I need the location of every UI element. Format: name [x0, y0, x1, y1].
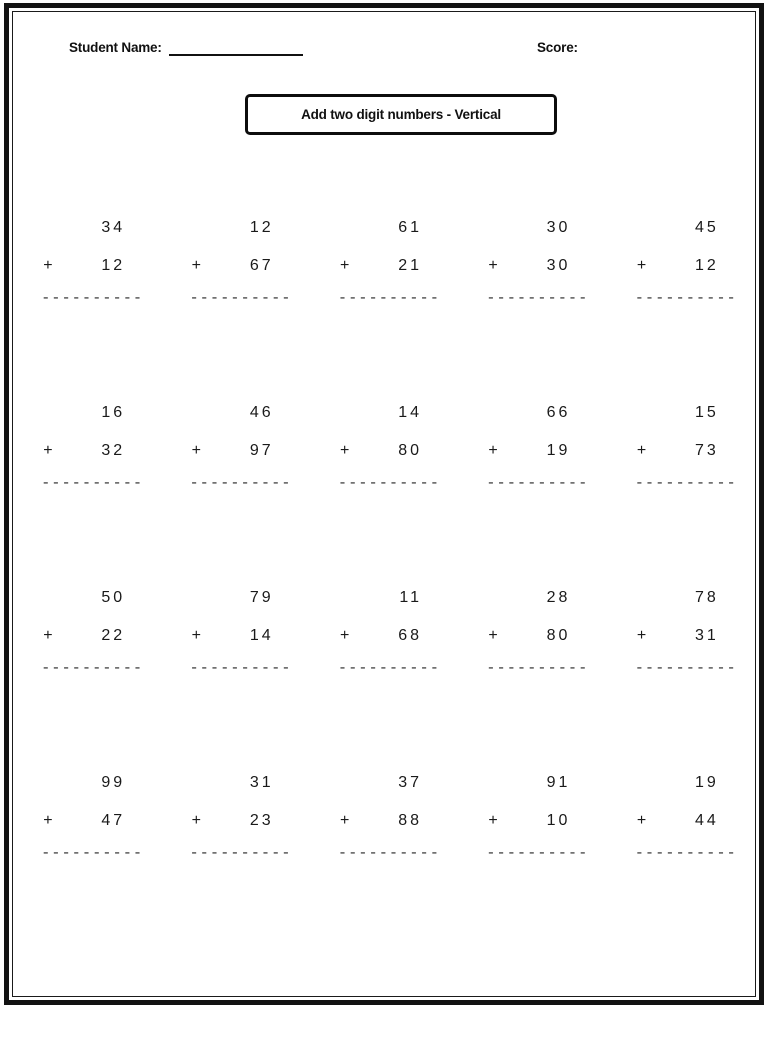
operand-bottom-line — [338, 810, 430, 832]
addition-problem — [486, 402, 589, 492]
addition-problem — [189, 402, 292, 492]
operand-bottom-line — [635, 810, 727, 832]
operand-bottom: 21 — [398, 257, 423, 274]
operand-bottom: 44 — [695, 812, 719, 829]
operand-top: 91 — [546, 774, 571, 791]
answer-line[interactable]: ---------- — [41, 660, 144, 677]
addition-problem — [189, 772, 292, 862]
plus-icon: + — [191, 627, 201, 644]
plus-icon: + — [340, 257, 350, 274]
operand-bottom: 22 — [101, 627, 126, 644]
addition-problem — [634, 217, 737, 307]
page-inner-border — [12, 11, 756, 997]
operand-top: 12 — [249, 219, 274, 236]
operand-bottom: 97 — [249, 442, 274, 459]
problem-row — [13, 587, 755, 772]
answer-line[interactable]: ---------- — [189, 290, 292, 307]
answer-line[interactable]: ---------- — [189, 845, 292, 862]
problem-cell — [161, 217, 309, 402]
answer-line[interactable]: ---------- — [338, 660, 441, 677]
problem-cell — [607, 402, 755, 587]
operand-top: 50 — [101, 589, 126, 606]
score-label: Score: — [537, 40, 578, 55]
operand-top: 46 — [249, 404, 274, 421]
problem-cell — [607, 772, 755, 957]
operand-bottom: 67 — [249, 257, 274, 274]
answer-line[interactable]: ---------- — [189, 475, 292, 492]
problem-cell — [458, 772, 606, 957]
student-name-label: Student Name: — [69, 40, 162, 55]
page-content — [13, 12, 755, 996]
addition-problem — [41, 217, 144, 307]
problem-cell — [607, 587, 755, 772]
problem-row — [13, 217, 755, 402]
operand-bottom: 10 — [546, 812, 571, 829]
plus-icon: + — [191, 812, 201, 829]
problem-cell — [607, 217, 755, 402]
problem-cell — [310, 402, 458, 587]
plus-icon: + — [43, 627, 53, 644]
worksheet-header — [13, 40, 755, 66]
operand-top: 99 — [101, 774, 126, 791]
operand-bottom: 80 — [546, 627, 571, 644]
answer-line[interactable]: ---------- — [634, 845, 737, 862]
operand-bottom: 14 — [249, 627, 274, 644]
answer-line[interactable]: ---------- — [486, 845, 589, 862]
problem-cell — [458, 587, 606, 772]
operand-bottom-line — [486, 255, 578, 277]
worksheet-title: Add two digit numbers - Vertical — [301, 107, 501, 122]
plus-icon: + — [488, 257, 498, 274]
addition-problem — [338, 772, 441, 862]
operand-bottom: 19 — [546, 442, 571, 459]
answer-line[interactable]: ---------- — [41, 845, 144, 862]
problem-cell — [161, 587, 309, 772]
problem-cell — [13, 772, 161, 957]
plus-icon: + — [636, 257, 647, 274]
plus-icon: + — [340, 442, 350, 459]
answer-line[interactable]: ---------- — [41, 290, 144, 307]
student-name-input[interactable] — [169, 43, 303, 56]
operand-top: 16 — [101, 404, 126, 421]
addition-problem — [189, 217, 292, 307]
operand-bottom: 31 — [695, 627, 719, 644]
worksheet-page — [4, 3, 764, 1005]
answer-line[interactable]: ---------- — [338, 290, 441, 307]
operand-top: 19 — [695, 774, 719, 791]
worksheet-title-box — [245, 94, 557, 135]
problem-grid — [13, 217, 755, 957]
operand-bottom: 32 — [101, 442, 126, 459]
problem-cell — [161, 772, 309, 957]
problem-cell — [458, 217, 606, 402]
operand-bottom-line — [41, 810, 133, 832]
operand-bottom-line — [190, 625, 282, 647]
operand-bottom: 47 — [101, 812, 126, 829]
answer-line[interactable]: ---------- — [41, 475, 144, 492]
operand-top: 37 — [398, 774, 423, 791]
plus-icon: + — [488, 442, 498, 459]
operand-top: 61 — [398, 219, 423, 236]
problem-cell — [310, 587, 458, 772]
operand-top: 78 — [695, 589, 719, 606]
problem-row — [13, 402, 755, 587]
operand-bottom: 80 — [398, 442, 423, 459]
operand-bottom-line — [486, 440, 578, 462]
operand-bottom-line — [338, 625, 430, 647]
plus-icon: + — [340, 812, 350, 829]
operand-bottom: 12 — [695, 257, 719, 274]
operand-bottom: 73 — [695, 442, 719, 459]
score-field[interactable] — [537, 40, 585, 56]
operand-bottom-line — [190, 255, 282, 277]
operand-bottom-line — [41, 255, 133, 277]
operand-bottom-line — [338, 440, 430, 462]
operand-bottom-line — [41, 625, 133, 647]
operand-bottom-line — [190, 440, 282, 462]
addition-problem — [41, 402, 144, 492]
problem-cell — [310, 772, 458, 957]
operand-top: 66 — [546, 404, 571, 421]
addition-problem — [41, 772, 144, 862]
operand-bottom-line — [635, 625, 727, 647]
plus-icon: + — [191, 442, 201, 459]
operand-top: 28 — [546, 589, 571, 606]
addition-problem — [338, 402, 441, 492]
operand-top: 15 — [695, 404, 719, 421]
answer-line[interactable]: ---------- — [189, 660, 292, 677]
plus-icon: + — [340, 627, 350, 644]
operand-bottom-line — [486, 625, 578, 647]
operand-bottom-line — [635, 255, 727, 277]
plus-icon: + — [636, 442, 647, 459]
answer-line[interactable]: ---------- — [634, 660, 737, 677]
operand-bottom: 88 — [398, 812, 423, 829]
problem-cell — [310, 217, 458, 402]
operand-bottom-line — [190, 810, 282, 832]
answer-line[interactable]: ---------- — [338, 475, 441, 492]
operand-bottom: 23 — [249, 812, 274, 829]
addition-problem — [189, 587, 292, 677]
answer-line[interactable]: ---------- — [338, 845, 441, 862]
plus-icon: + — [191, 257, 201, 274]
addition-problem — [634, 587, 737, 677]
plus-icon: + — [488, 627, 498, 644]
plus-icon: + — [488, 812, 498, 829]
operand-bottom-line — [41, 440, 133, 462]
addition-problem — [486, 587, 589, 677]
operand-top: 11 — [399, 589, 423, 606]
problem-row — [13, 772, 755, 957]
plus-icon: + — [636, 812, 647, 829]
operand-top: 34 — [101, 219, 126, 236]
operand-bottom-line — [486, 810, 578, 832]
addition-problem — [338, 217, 441, 307]
student-name-field[interactable] — [69, 40, 303, 56]
answer-line[interactable]: ---------- — [486, 475, 589, 492]
addition-problem — [486, 772, 589, 862]
problem-cell — [13, 587, 161, 772]
problem-cell — [13, 402, 161, 587]
operand-bottom-line — [635, 440, 727, 462]
operand-bottom-line — [338, 255, 430, 277]
addition-problem — [634, 402, 737, 492]
problem-cell — [161, 402, 309, 587]
plus-icon: + — [43, 257, 53, 274]
operand-bottom: 30 — [546, 257, 571, 274]
operand-bottom: 12 — [101, 257, 126, 274]
answer-line[interactable]: ---------- — [634, 290, 737, 307]
answer-line[interactable]: ---------- — [634, 475, 737, 492]
answer-line[interactable]: ---------- — [486, 290, 589, 307]
plus-icon: + — [636, 627, 647, 644]
operand-top: 31 — [249, 774, 274, 791]
operand-top: 45 — [695, 219, 719, 236]
addition-problem — [634, 772, 737, 862]
operand-bottom: 68 — [398, 627, 423, 644]
answer-line[interactable]: ---------- — [486, 660, 589, 677]
problem-cell — [458, 402, 606, 587]
plus-icon: + — [43, 812, 53, 829]
problem-cell — [13, 217, 161, 402]
addition-problem — [338, 587, 441, 677]
operand-top: 30 — [546, 219, 571, 236]
addition-problem — [41, 587, 144, 677]
addition-problem — [486, 217, 589, 307]
plus-icon: + — [43, 442, 53, 459]
operand-top: 14 — [398, 404, 423, 421]
operand-top: 79 — [249, 589, 274, 606]
